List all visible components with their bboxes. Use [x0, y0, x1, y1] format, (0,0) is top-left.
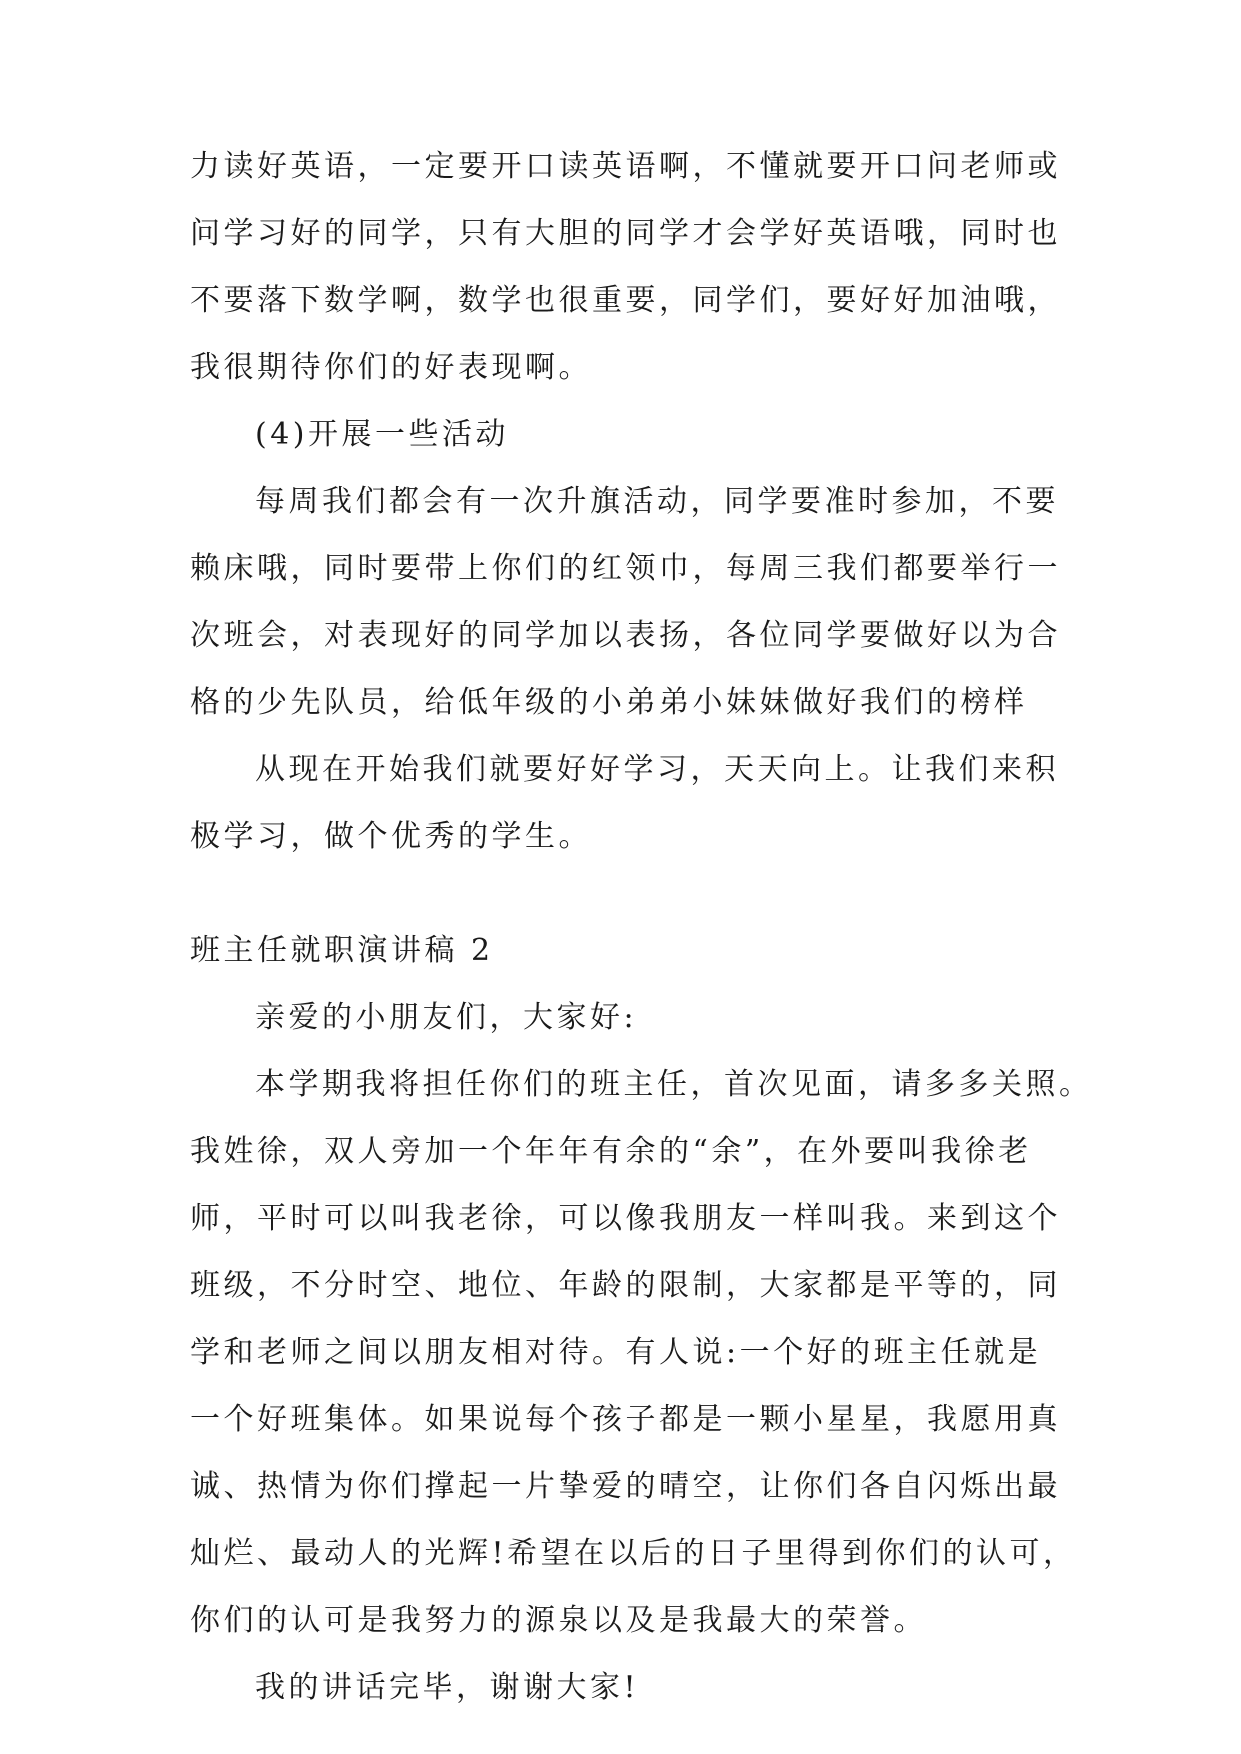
paragraph-line: 你们的认可是我努力的源泉以及是我最大的荣誉。: [190, 1603, 927, 1638]
paragraph-line: 一个好班集体。如果说每个孩子都是一颗小星星，我愿用真: [190, 1402, 1061, 1437]
paragraph-line: 赖床哦，同时要带上你们的红领巾，每周三我们都要举行一: [190, 551, 1061, 586]
paragraph-line: 我很期待你们的好表现啊。: [190, 350, 592, 385]
greeting-line: 亲爱的小朋友们，大家好:: [255, 1000, 638, 1035]
paragraph-line: 本学期我将担任你们的班主任，首次见面，请多多关照。: [255, 1067, 1093, 1102]
paragraph-line: 师，平时可以叫我老徐，可以像我朋友一样叫我。来到这个: [190, 1201, 1061, 1236]
paragraph-line: 每周我们都会有一次升旗活动，同学要准时参加，不要: [255, 484, 1059, 519]
closing-line: 我的讲话完毕，谢谢大家!: [255, 1670, 640, 1705]
paragraph-line: 诚、热情为你们撑起一片挚爱的晴空，让你们各自闪烁出最: [190, 1469, 1061, 1504]
section-heading: (4)开展一些活动: [255, 417, 509, 452]
document-title: 班主任就职演讲稿 2: [190, 933, 494, 968]
paragraph-line: 问学习好的同学，只有大胆的同学才会学好英语哦，同时也: [190, 216, 1061, 251]
paragraph-line: 不要落下数学啊，数学也很重要，同学们，要好好加油哦，: [190, 283, 1061, 318]
paragraph-line: 从现在开始我们就要好好学习，天天向上。让我们来积: [255, 752, 1059, 787]
paragraph-line: 极学习，做个优秀的学生。: [190, 819, 592, 854]
paragraph-line: 我姓徐，双人旁加一个年年有余的“余”，在外要叫我徐老: [190, 1134, 1032, 1169]
paragraph-line: 学和老师之间以朋友相对待。有人说:一个好的班主任就是: [190, 1335, 1042, 1370]
paragraph-line: 灿烂、最动人的光辉!希望在以后的日子里得到你们的认可，: [190, 1536, 1077, 1571]
paragraph-line: 力读好英语，一定要开口读英语啊，不懂就要开口问老师或: [190, 149, 1061, 184]
paragraph-line: 次班会，对表现好的同学加以表扬，各位同学要做好以为合: [190, 618, 1061, 653]
paragraph-line: 班级，不分时空、地位、年龄的限制，大家都是平等的，同: [190, 1268, 1061, 1303]
paragraph-line: 格的少先队员，给低年级的小弟弟小妹妹做好我们的榜样: [190, 685, 1028, 720]
